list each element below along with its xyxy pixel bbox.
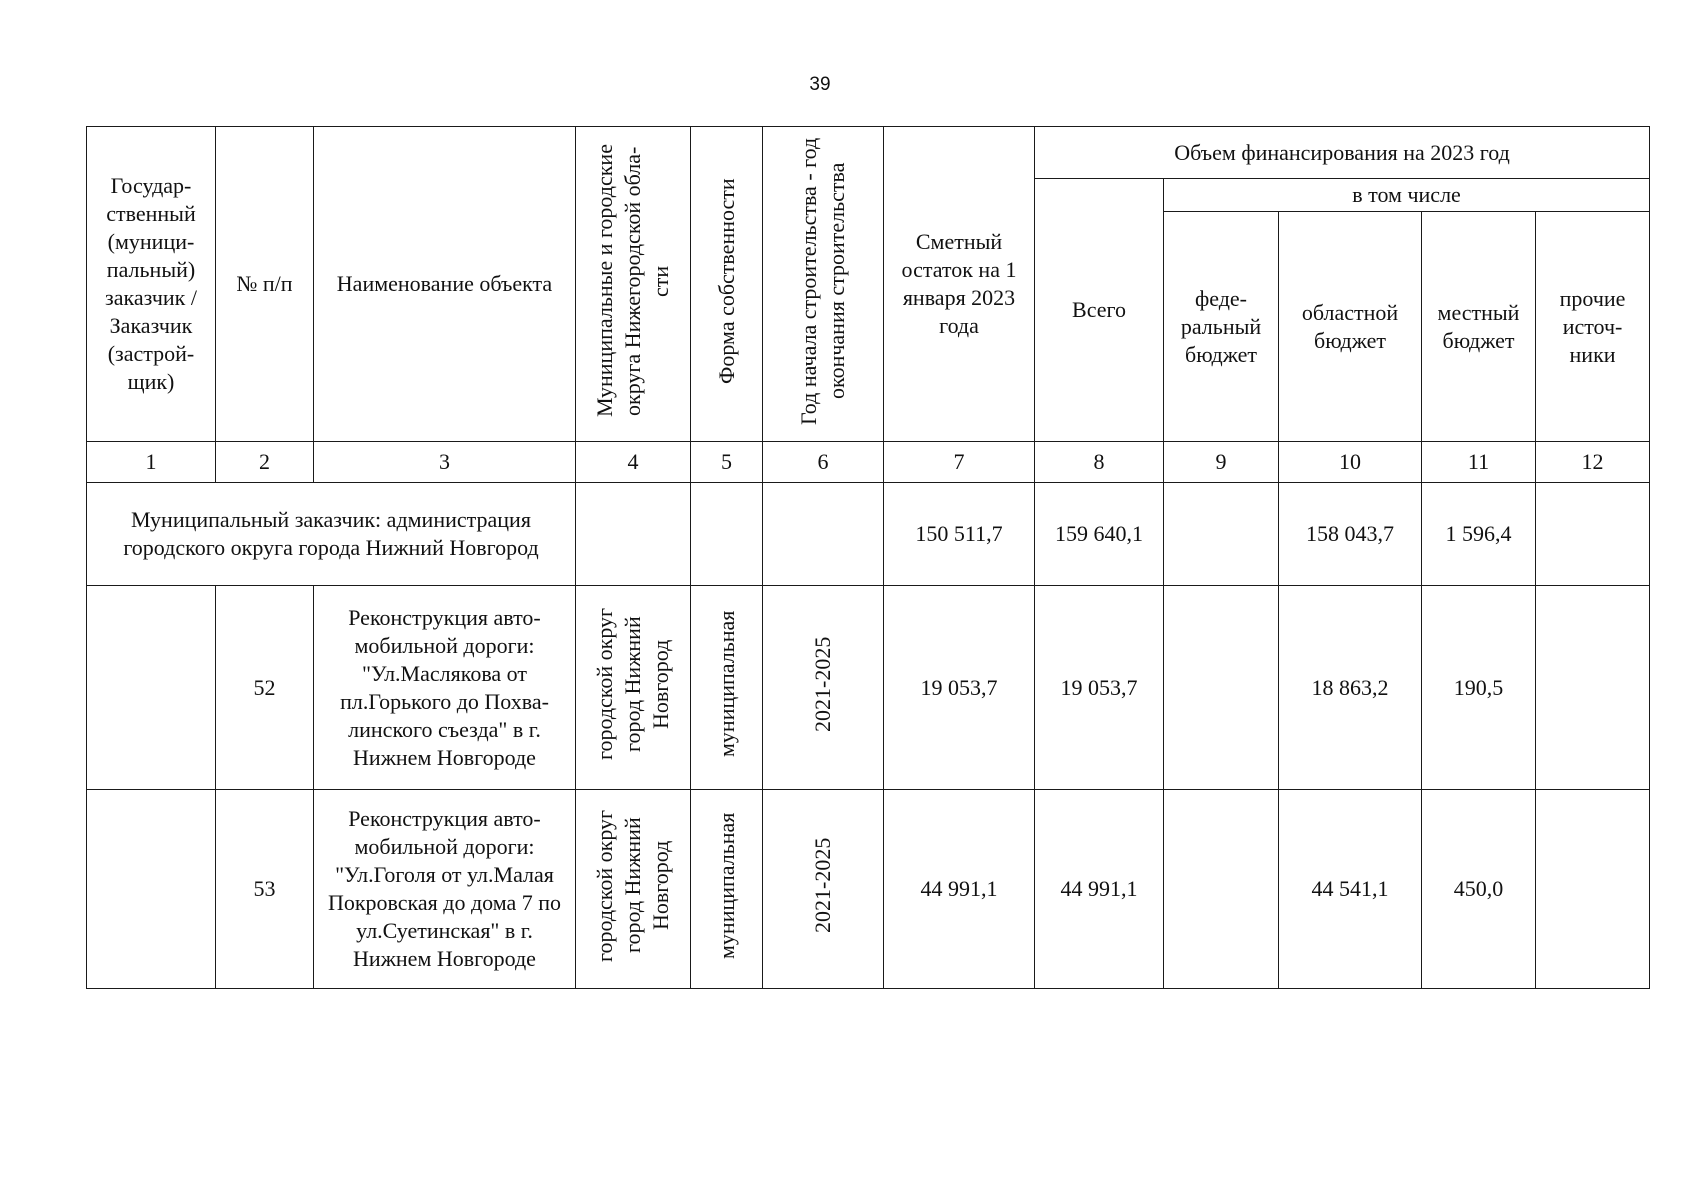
row-municipality-cell [576, 586, 691, 790]
column-number: 8 [1035, 442, 1164, 483]
header-local: местный бюджет [1422, 212, 1536, 442]
column-number: 1 [87, 442, 216, 483]
row-municipality: городской округ город Нижний Новгород [592, 607, 673, 761]
header-financing-volume: Объем финансирования на 2023 год [1035, 127, 1650, 179]
row-regional: 18 863,2 [1279, 586, 1422, 790]
summary-total: 159 640,1 [1035, 483, 1164, 586]
summary-customer: Муниципальный заказчик: администрация городского округа города Нижний Новгород [87, 483, 576, 586]
financing-table [86, 126, 1650, 989]
row-number: 52 [216, 586, 314, 790]
column-number: 11 [1422, 442, 1536, 483]
summary-local: 1 596,4 [1422, 483, 1536, 586]
header-years: Год начала строительства - год окончания строительства [796, 136, 849, 425]
header-ownership-cell [691, 127, 763, 442]
header-municipalities: Муниципальные и городские округа Нижегородской обла-сти [592, 144, 673, 417]
row-customer [87, 790, 216, 989]
column-number: 9 [1164, 442, 1279, 483]
header-years-cell [763, 127, 884, 442]
column-number: 3 [314, 442, 576, 483]
column-number: 2 [216, 442, 314, 483]
header-including: в том числе [1164, 179, 1650, 212]
column-number: 12 [1536, 442, 1650, 483]
header-estimate-balance: Сметный остаток на 1 января 2023 года [884, 127, 1035, 442]
row-federal [1164, 586, 1279, 790]
table-row [87, 586, 1650, 790]
row-municipality: городской округ город Нижний Новгород [592, 809, 673, 962]
row-other [1536, 790, 1650, 989]
row-local: 190,5 [1422, 586, 1536, 790]
column-number: 5 [691, 442, 763, 483]
header-other: прочие источ-ники [1536, 212, 1650, 442]
summary-municipality [576, 483, 691, 586]
header-number: № п/п [216, 127, 314, 442]
header-ownership: Форма собственности [713, 177, 739, 384]
header-total: Всего [1035, 179, 1164, 442]
row-estimate-balance: 19 053,7 [884, 586, 1035, 790]
row-local: 450,0 [1422, 790, 1536, 989]
summary-federal [1164, 483, 1279, 586]
row-total: 19 053,7 [1035, 586, 1164, 790]
table-row [87, 790, 1650, 989]
row-total: 44 991,1 [1035, 790, 1164, 989]
row-object-name: Реконструкция авто-мобильной дороги: "Ул.Маслякова от пл.Горького до Похва-линского съезда" в г. Нижнем Новгороде [314, 586, 576, 790]
row-ownership-cell [691, 790, 763, 989]
row-years: 2021-2025 [810, 636, 835, 732]
header-municipalities-cell [576, 127, 691, 442]
header-federal: феде-ральный бюджет [1164, 212, 1279, 442]
summary-years [763, 483, 884, 586]
row-federal [1164, 790, 1279, 989]
row-number: 53 [216, 790, 314, 989]
row-other [1536, 586, 1650, 790]
row-years: 2021-2025 [810, 837, 835, 934]
summary-other [1536, 483, 1650, 586]
row-object-name: Реконструкция авто-мобильной дороги: "Ул.Гоголя от ул.Малая Покровская до дома 7 по ул.Суетинская" в г. Нижнем Новгороде [314, 790, 576, 989]
column-number: 4 [576, 442, 691, 483]
summary-estimate-balance: 150 511,7 [884, 483, 1035, 586]
page-number: 39 [809, 74, 831, 95]
row-estimate-balance: 44 991,1 [884, 790, 1035, 989]
row-customer [87, 586, 216, 790]
column-number: 6 [763, 442, 884, 483]
row-ownership: муниципальная [713, 610, 739, 758]
row-years-cell [763, 790, 884, 989]
summary-regional: 158 043,7 [1279, 483, 1422, 586]
row-ownership: муниципальная [713, 812, 739, 959]
row-regional: 44 541,1 [1279, 790, 1422, 989]
header-customer: Государ-ственный (муници-пальный) заказчик / Заказчик (застрой-щик) [87, 127, 216, 442]
summary-ownership [691, 483, 763, 586]
header-object-name: Наименование объекта [314, 127, 576, 442]
header-regional: областной бюджет [1279, 212, 1422, 442]
row-ownership-cell [691, 586, 763, 790]
row-years-cell [763, 586, 884, 790]
column-number: 7 [884, 442, 1035, 483]
header-row-1 [87, 127, 1650, 179]
summary-row [87, 483, 1650, 586]
column-numbers-row [87, 442, 1650, 483]
column-number: 10 [1279, 442, 1422, 483]
row-municipality-cell [576, 790, 691, 989]
